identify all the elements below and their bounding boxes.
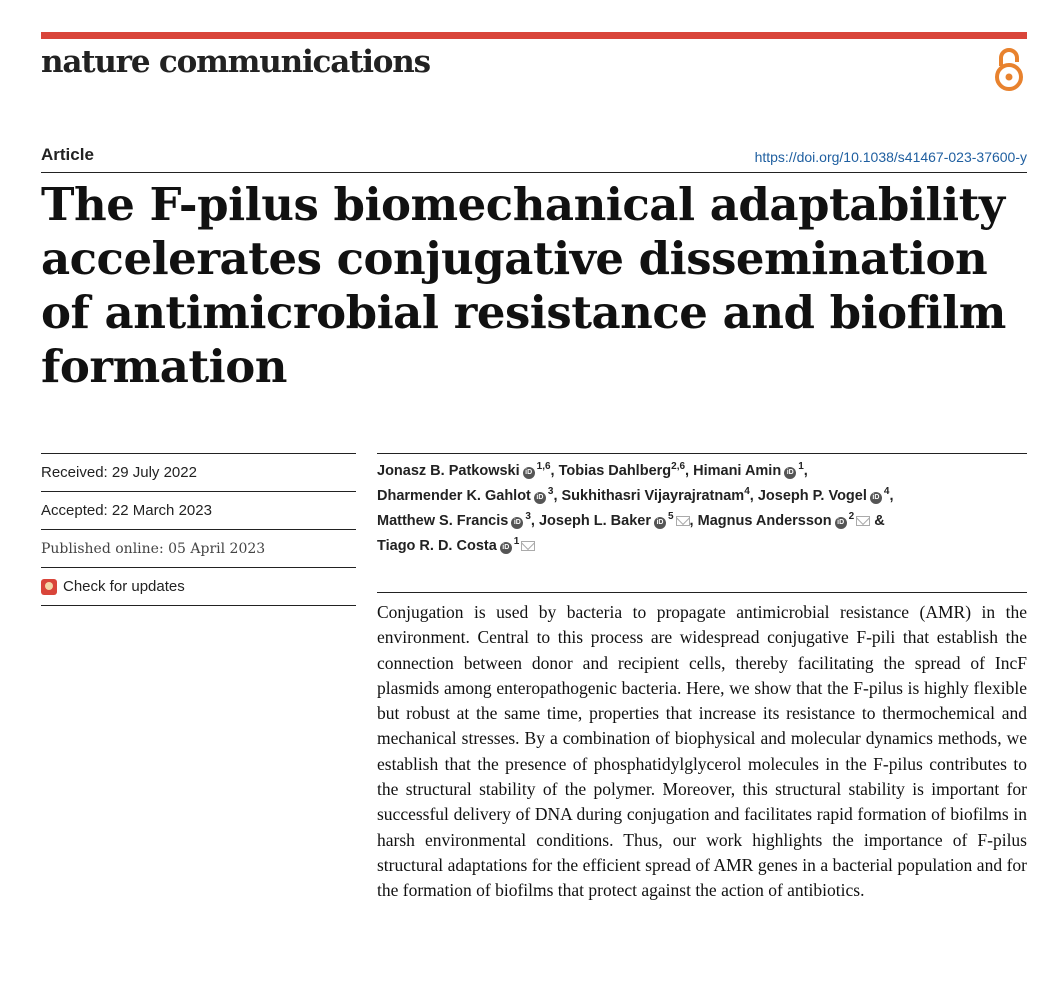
check-for-updates-button[interactable] (41, 567, 356, 606)
author-affiliation: 4 (744, 486, 750, 498)
author-affiliation: 1 (513, 536, 520, 548)
author-affiliation: 2,6 (671, 461, 686, 473)
abstract-divider (377, 592, 1027, 593)
author-name[interactable]: Tobias Dahlberg (558, 463, 672, 479)
author-name[interactable]: Himani Amin (693, 463, 782, 479)
envelope-icon[interactable] (856, 516, 870, 526)
orcid-icon[interactable]: iD (870, 492, 882, 504)
check-updates-label: Check for updates (63, 578, 185, 595)
author-name[interactable]: Magnus Andersson (697, 513, 832, 529)
author-list: Jonasz B. Patkowski iD$^{1,6}$, Tobias Dahlberg$^{2,6}$, Himani Amin $iD^1$, Dharmender K. Gahlot $iD^3$, Sukhithasri Vijayrajratnam$^4$, Joseph P. Vogel $iD^4$, Matthew S. Francis $iD^3$, Joseph L. Baker $iD^5$ , Magnus Andersson $iD^2$ & Tiago R. D. Costa $iD^1$ (377, 461, 894, 554)
published-date: Published online: 05 April 2023 (41, 529, 356, 567)
orcid-icon[interactable]: iD (534, 492, 546, 504)
author-name[interactable]: Tiago R. D. Costa (377, 538, 497, 554)
doi-link[interactable]: https://doi.org/10.1038/s41467-023-37600-y (754, 149, 1027, 165)
envelope-icon[interactable] (521, 541, 535, 551)
orcid-icon[interactable]: iD (511, 517, 523, 529)
author-name[interactable]: Joseph P. Vogel (757, 488, 867, 504)
article-dates-panel (41, 453, 356, 606)
orcid-icon[interactable]: iD (784, 467, 796, 479)
check-updates-icon (41, 579, 57, 595)
title-divider (41, 172, 1027, 173)
author-affiliation: 3 (547, 486, 554, 498)
journal-name[interactable]: nature communications (41, 44, 430, 80)
accepted-date: Accepted: 22 March 2023 (41, 491, 356, 529)
journal-accent-bar (41, 32, 1027, 39)
orcid-icon[interactable]: iD (835, 517, 847, 529)
author-affiliation: 1 (798, 461, 804, 473)
author-name[interactable]: Joseph L. Baker (538, 513, 651, 529)
open-access-icon[interactable] (992, 44, 1026, 92)
article-type-label: Article (41, 145, 94, 164)
author-name[interactable]: Sukhithasri Vijayrajratnam (561, 488, 745, 504)
author-name[interactable]: Matthew S. Francis (377, 513, 509, 529)
author-name[interactable]: Dharmender K. Gahlot (377, 488, 531, 504)
author-name[interactable]: Jonasz B. Patkowski (377, 463, 520, 479)
orcid-icon[interactable]: iD (654, 517, 666, 529)
orcid-icon[interactable]: iD (500, 542, 512, 554)
article-title: The F-pilus biomechanical adaptability accelerates conjugative dissemination of antimicrobial resistance and biofilm formation (41, 178, 1006, 393)
author-affiliation: 3 (525, 511, 531, 523)
orcid-icon[interactable]: iD (523, 467, 535, 479)
abstract-text: Conjugation is used by bacteria to propagate antimicrobial resistance (AMR) in the environment. Central to this process are widespread conjugative F-pili that establish the connection between donor and recipient cells, thereby facilitating the spread of IncF plasmids among enteropathogenic bacteria. Here, we show that the F-pilus is highly flexible but robust at the same time, properties that increase its resistance to thermochemical and mechanical stresses. By a combination of biophysical and molecular dynamics methods, we establish that the presence of phosphatidylglycerol molecules in the F-pilus contributes to the structural stability of the polymer. Moreover, this structural stability is important for successful delivery of DNA during conjugation and facilitates rapid formation of biofilms in harsh environmental conditions. Thus, our work highlights the importance of F-pilus structural adaptations for the efficient spread of AMR genes in a bacterial population and for the formation of biofilms that protect against the action of antibiotics. (377, 602, 1027, 901)
author-affiliation: 5 (667, 511, 674, 523)
author-affiliation: 2 (848, 511, 855, 523)
received-date: Received: 29 July 2022 (41, 453, 356, 491)
author-affiliation: 1,6 (536, 461, 551, 473)
author-affiliation: 4 (883, 486, 890, 498)
envelope-icon[interactable] (676, 516, 690, 526)
authors-divider (377, 453, 1027, 454)
